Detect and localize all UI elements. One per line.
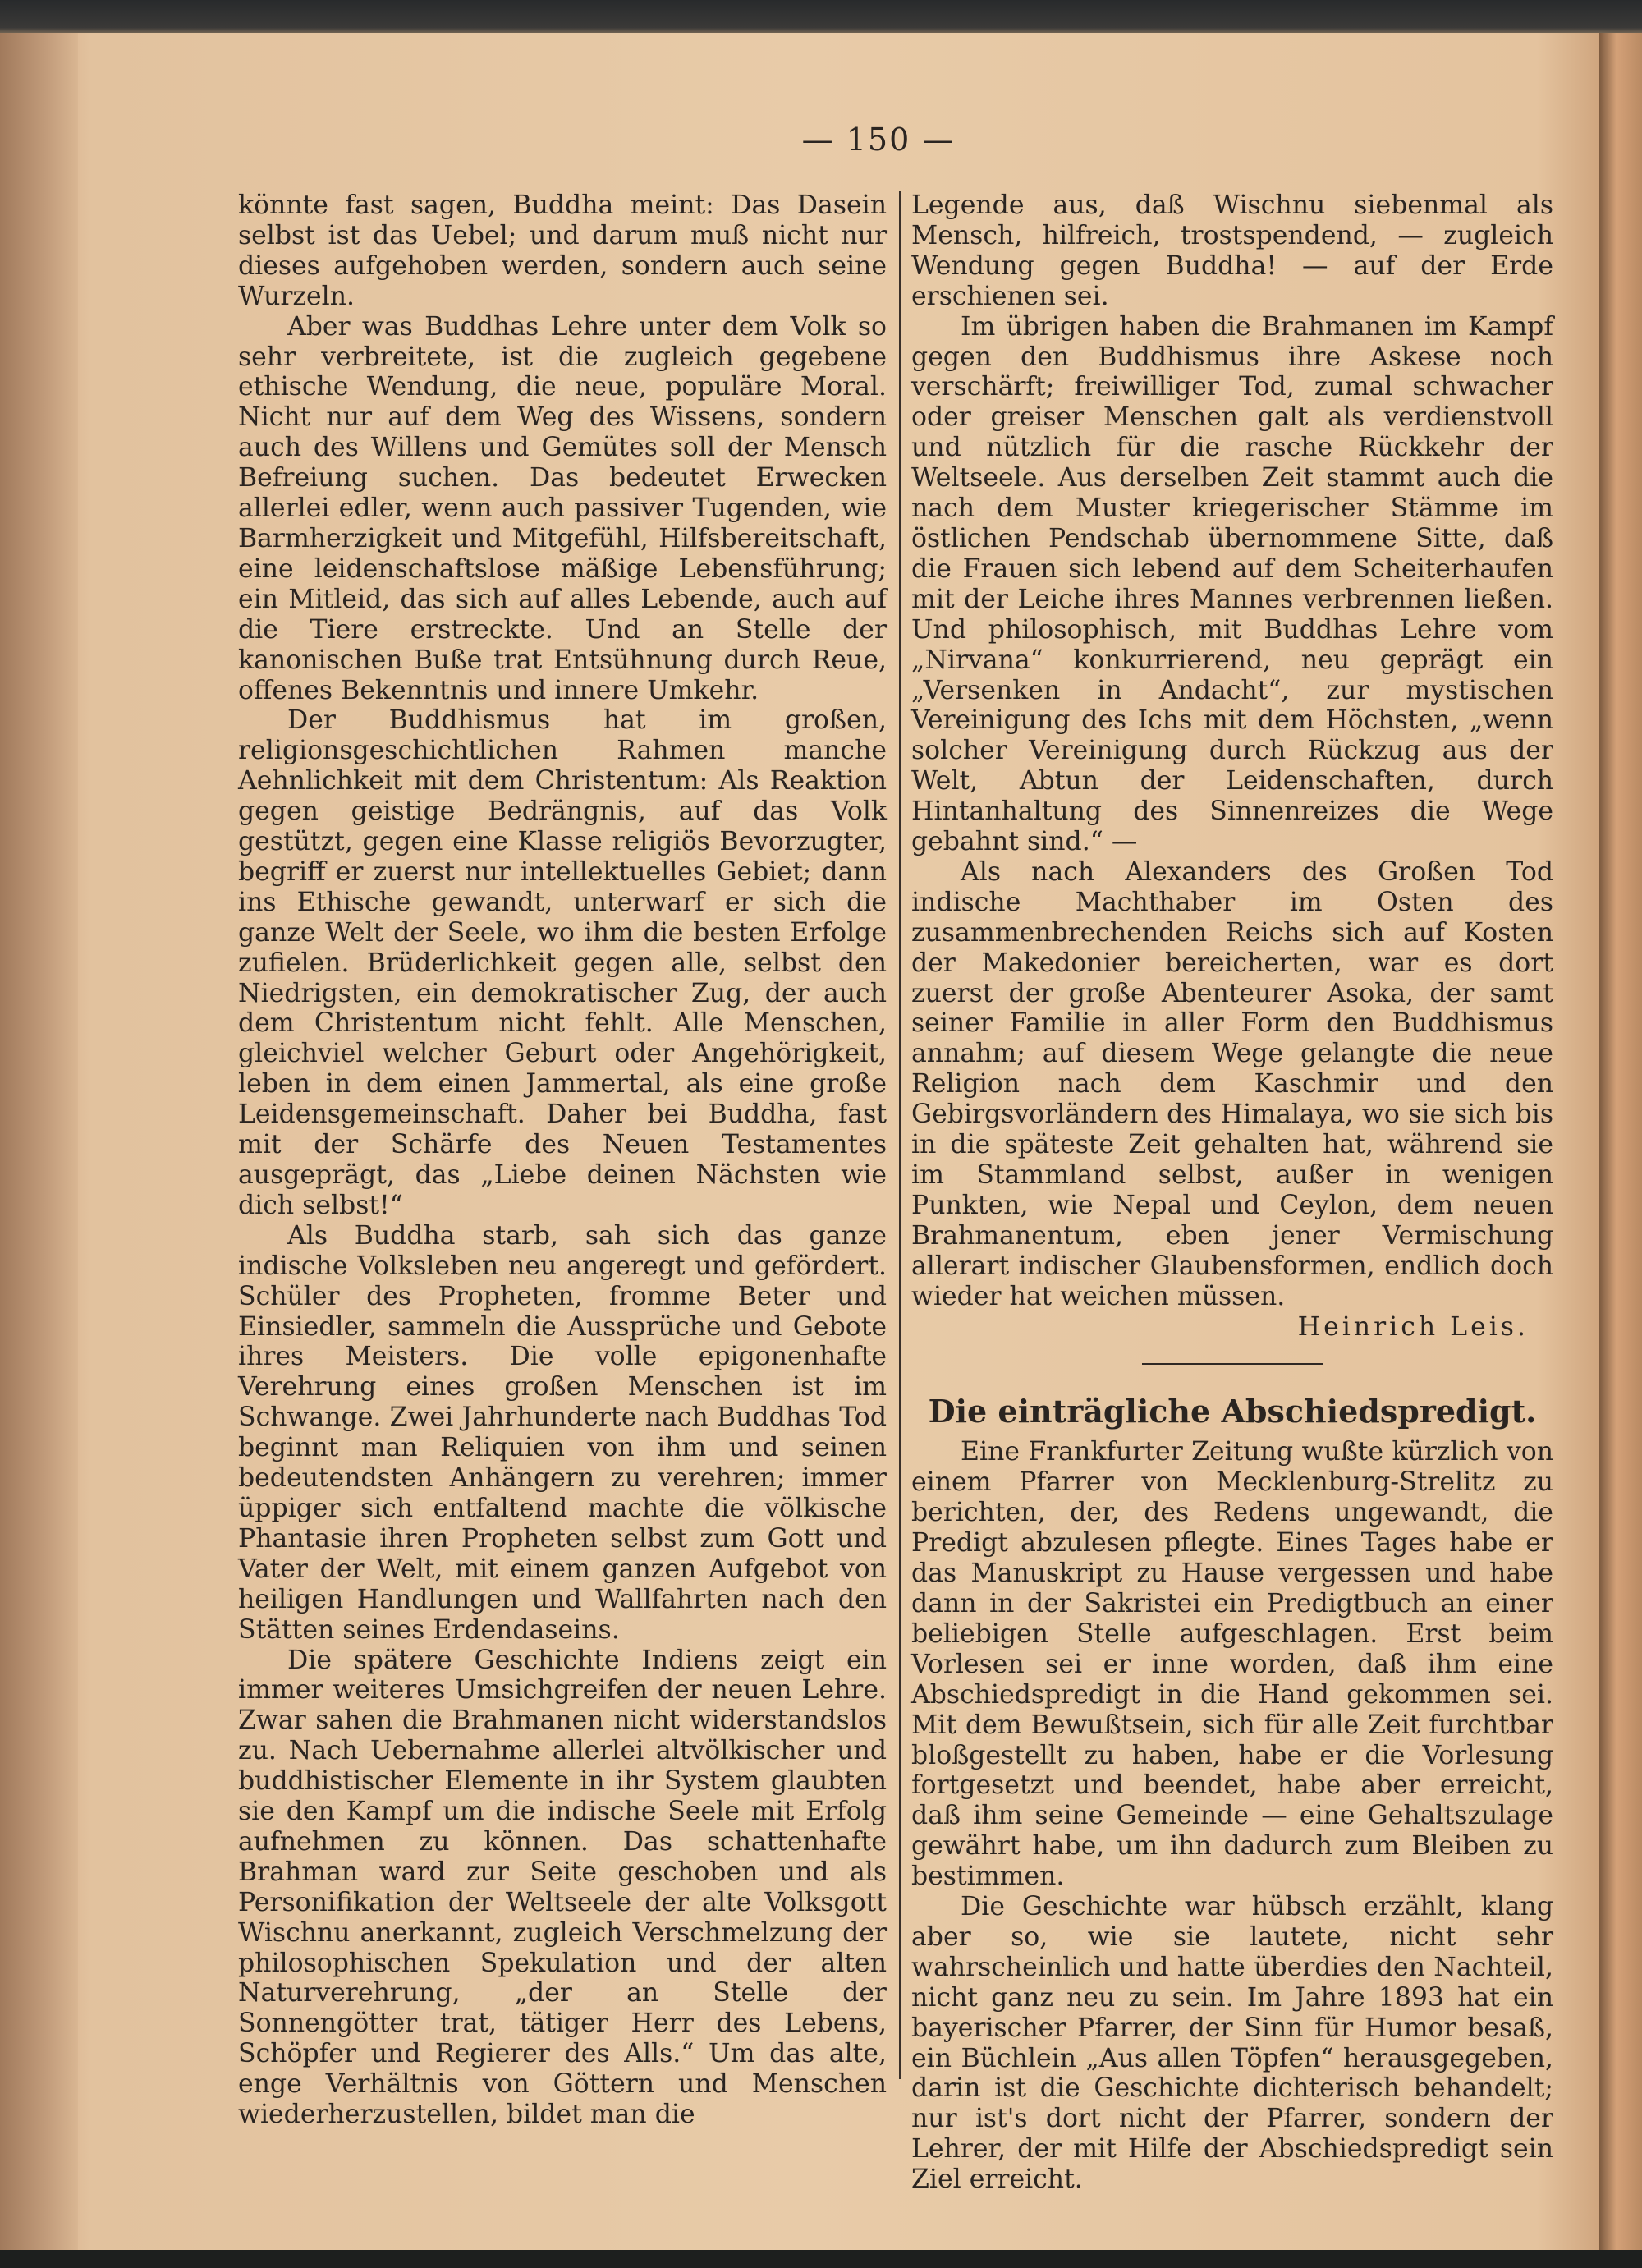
column-divider [899, 191, 901, 2079]
right-column [911, 191, 1553, 2195]
left-paragraph-4: Als Buddha starb, sah sich das ganze indische Volksleben neu angeregt und gefördert. Schüler des Propheten, fromme Beter und Einsiedler, sammeln die Aussprüche und Gebote ihres Meisters. Die volle epigonenhafte Verehrung eines großen Menschen ist im Schwange. Zwei Jahrhunderte nach Buddhas Tod beginnt man Reliquien von ihm und seinen bedeutendsten Anhängern zu verehren; immer üppiger sich entfaltend machte die völkische Phantasie ihren Propheten selbst zum Gott und Vater der Welt, mit einem ganzen Aufgebot von heiligen Handlungen und Wallfahrten nach den Stätten seines Erdendaseins. [238, 1220, 887, 1645]
author-signature: Heinrich Leis. [1297, 1311, 1529, 1342]
article2-paragraph-1: Eine Frankfurter Zeitung wußte kürzlich von einem Pfarrer von Mecklenburg-Strelitz zu berichten, der, des Redens ungewandt, die Predigt abzulesen pflegte. Eines Tages habe er das Manuskript zu Hause vergessen und habe dann in der Sakristei ein Predigtbuch an einer beliebigen Stelle aufgeschlagen. Erst beim Vorlesen sei er inne worden, daß ihm eine Abschiedspredigt in die Hand gekommen sei. Mit dem Bewußtsein, sich für alle Zeit furchtbar bloßgestellt zu haben, habe er die Vorlesung fortgesetzt und beendet, habe aber erreicht, daß ihm seine Gemeinde — eine Gehaltszulage gewährt habe, um ihn dadurch zum Bleiben zu bestimmen. [911, 1437, 1553, 1892]
article-title: Die einträgliche Abschiedspredigt. [928, 1393, 1537, 1430]
left-paragraph-3: Der Buddhismus hat im großen, religionsgeschichtlichen Rahmen manche Aehnlichkeit mit dem Christentum: Als Reaktion gegen geistige Bedrängnis, auf das Volk gestützt, gegen eine Klasse religiös Bevorzugter, begriff er zuerst nur intellektuelles Gebiet; dann ins Ethische gewandt, unterwarf er sich die ganze Welt der Seele, wo ihm die besten Erfolge zufielen. Brüderlichkeit gegen alle, selbst den Niedrigsten, ein demokratischer Zug, der auch dem Christentum nicht fehlt. Alle Menschen, gleichviel welcher Geburt oder Angehörigkeit, leben in dem einen Jammertal, als eine große Leidensgemeinschaft. Daher bei Buddha, fast mit der Schärfe des Neuen Testamentes ausgeprägt, das „Liebe deinen Nächsten wie dich selbst!“ [238, 705, 887, 1220]
adjacent-page-edge [1599, 33, 1642, 2250]
left-paragraph-5: Die spätere Geschichte Indiens zeigt ein immer weiteres Umsichgreifen der neuen Lehre. Zwar sahen die Brahmanen nicht widerstandslos zu. Nach Uebernahme allerlei altvölkischer und buddhistischer Elemente in ihr System glaubten sie den Kampf um die indische Seele mit Erfolg aufnehmen zu können. Das schattenhafte Brahman ward zur Seite geschoben und als Personifikation der Weltseele der alte Volksgott Wischnu anerkannt, zugleich Verschmelzung der philosophischen Spekulation und der alten Naturverehrung, „der an Stelle der Sonnengötter trat, tätiger Herr des Lebens, Schöpfer und Regierer des Alls.“ Um das alte, enge Verhältnis von Göttern und Menschen wiederherzustellen, bildet man die [238, 1645, 887, 2130]
article2-paragraph-2: Die Geschichte war hübsch erzählt, klang aber so, wie sie lautete, nicht sehr wahrscheinlich und hatte überdies den Nachteil, nicht ganz neu zu sein. Im Jahre 1893 hat ein bayerischer Pfarrer, der Sinn für Humor besaß, ein Büchlein „Aus allen Töpfen“ herausgegeben, darin ist die Geschichte dichterisch behandelt; nur ist's dort nicht der Pfarrer, sondern der Lehrer, der mit Hilfe der Abschiedspredigt sein Ziel erreicht. [911, 1892, 1553, 2195]
right-paragraph-2: Im übrigen haben die Brahmanen im Kampf gegen den Buddhismus ihre Askese noch verschärft; freiwilliger Tod, zumal schwacher oder greiser Menschen galt als verdienstvoll und nützlich für die rasche Rückkehr der Weltseele. Aus derselben Zeit stammt auch die nach dem Muster kriegerischer Stämme im östlichen Pendschab übernommene Sitte, daß die Frauen sich lebend auf dem Scheiterhaufen mit der Leiche ihres Mannes verbrennen ließen. Und philosophisch, mit Buddhas Lehre vom „Nirvana“ konkurrierend, neu geprägt ein „Versenken in Andacht“, zur mystischen Vereinigung des Ichs mit dem Höchsten, „wenn solcher Vereinigung durch Rückzug aus der Welt, Abtun der Leidenschaften, durch Hintanhaltung des Sinnenreizes die Wege gebahnt sind.“ — [911, 311, 1553, 857]
page-number: — 150 — [801, 122, 956, 158]
page-stack-edge [0, 33, 78, 2250]
left-paragraph-1: könnte fast sagen, Buddha meint: Das Dasein selbst ist das Uebel; und darum muß nicht nur dieses aufgehoben werden, sondern auch seine Wurzeln. [238, 191, 887, 311]
article-separator [1142, 1363, 1323, 1365]
right-paragraph-1: Legende aus, daß Wischnu siebenmal als Mensch, hilfreich, trostspendend, — zugleich Wendung gegen Buddha! — auf der Erde erschienen sei. [911, 191, 1553, 311]
left-column [238, 191, 887, 2130]
left-paragraph-2: Aber was Buddhas Lehre unter dem Volk so sehr verbreitete, ist die zugleich gegebene ethische Wendung, die neue, populäre Moral. Nicht nur auf dem Weg des Wissens, sondern auch des Willens und Gemütes soll der Mensch Befreiung suchen. Das bedeutet Erwecken allerlei edler, wenn auch passiver Tugenden, wie Barmherzigkeit und Mitgefühl, Hilfsbereitschaft, eine leidenschaftslose mäßige Lebensführung; ein Mitleid, das sich auf alles Lebende, auch auf die Tiere erstreckte. Und an Stelle der kanonischen Buße trat Entsühnung durch Reue, offenes Bekenntnis und innere Umkehr. [238, 311, 887, 705]
right-paragraph-3: Als nach Alexanders des Großen Tod indische Machthaber im Osten des zusammenbrechenden Reichs sich auf Kosten der Makedonier bereicherten, war es dort zuerst der große Abenteurer Asoka, der samt seiner Familie in aller Form den Buddhismus annahm; auf diesem Wege gelangte die neue Religion nach dem Kaschmir und den Gebirgsvorländern des Himalaya, wo sie sich bis in die späteste Zeit gehalten hat, während sie im Stammland selbst, außer in wenigen Punkten, wie Nepal und Ceylon, dem neuen Brahmanentum, eben jener Vermischung allerart indischer Glaubensformen, endlich doch wieder hat weichen müssen. [911, 856, 1553, 1311]
